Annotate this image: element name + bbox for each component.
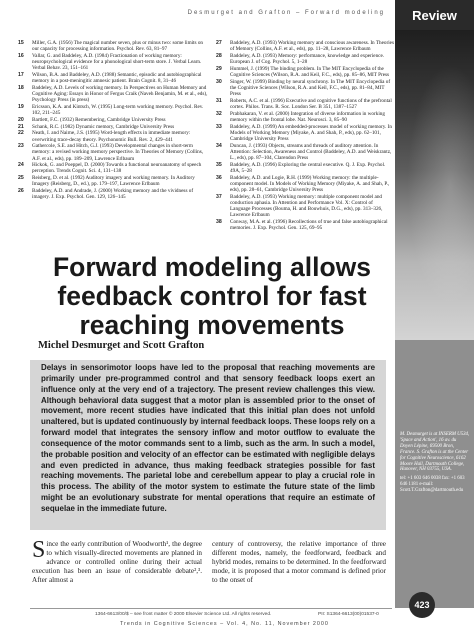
footer-rule <box>30 608 392 609</box>
reference-text: Baddeley, A.D. and Andrade, J. (2000) Working memory and the vividness of imagery. J. Exp. Psychol. Gen. 129, 126–145 <box>32 188 194 201</box>
author-photo <box>395 30 474 340</box>
reference-number: 18 <box>18 84 24 91</box>
reference-text: Bartlett, F.C. (1932) Remembering, Cambridge University Press <box>32 116 166 123</box>
reference-number: 36 <box>216 174 222 181</box>
reference-item <box>216 143 394 161</box>
reference-item <box>18 104 208 116</box>
reference-number: 32 <box>216 110 222 117</box>
reference-number: 16 <box>18 52 24 59</box>
abstract-box: Delays in sensorimotor loops have led to the proposal that reaching movements are primarily under pre-programmed control and that sensory feedback loops exert an influence only at the very end of a trajectory. The present review challenges this view. Although behavioral data suggest that a motor plan is assembled prior to the onset of movement, more recent studies have indicated that this initial plan does not unfold unaltered, but is updated continuously by internal feedback loops. These loops rely on a forward model that integrates the sensory inflow and motor outflow to evaluate the consequence of the motor commands sent to a limb, such as the arm. In such a model, the probable position and velocity of an effector can be estimated with negligible delays and even predicted in advance, thus making feedback strategies possible for fast reaching movements. The parietal lobe and cerebellum appear to play a crucial role in this process. The ability of the motor system to estimate the future state of the limb might be an evolutionary substrate for mental operations that require an estimate of sequelae in the immediate future. <box>30 360 386 530</box>
reference-number: 22 <box>18 130 24 137</box>
footer-pii: PII: S1364-6613(00)01537-0 <box>318 612 379 617</box>
reference-number: 19 <box>18 103 24 110</box>
reference-number: 33 <box>216 123 222 130</box>
reference-number: 17 <box>18 71 24 78</box>
contact-info: tel: +1 603 646 0038 fax: +1 603 646 1181 e-mail: Scott.T.Grafton@dartmouth.edu <box>400 476 465 494</box>
reference-text: Baddeley, A.D. Levels of working memory. In Perspectives on Human Memory and Cognitive Aging: Essays in Honor of Fergus Craik (Naveh Benjamin, M. et al., eds), Psychology Press (in press) <box>32 84 208 104</box>
reference-number: 30 <box>216 78 222 85</box>
article-authors: Michel Desmurget and Scott Grafton <box>38 340 205 351</box>
reference-item <box>18 188 208 200</box>
references-column-1 <box>18 40 208 201</box>
reference-number: 20 <box>18 116 24 123</box>
reference-item <box>18 53 208 71</box>
reference-item <box>216 53 394 65</box>
running-head: Desmurget and Grafton – Forward modeling <box>187 10 385 16</box>
footer-copyright: 1364-6613/00/$ – see front matter © 2000 Elsevier Science Ltd. All rights reserved. <box>95 612 272 617</box>
reference-item <box>216 111 394 123</box>
reference-number: 29 <box>216 65 222 72</box>
reference-number: 34 <box>216 142 222 149</box>
reference-text: Gathercole, S.E. and Hitch, G.J. (1993) Developmental changes in short-term memory: a revised working memory perspective. In Theories of Memory (Collins, A.F. et al., eds), pp. 189–209, Lawrence Erlbaum <box>32 143 204 162</box>
reference-item <box>18 130 208 142</box>
author-affiliation <box>400 432 470 494</box>
reference-number: 31 <box>216 97 222 104</box>
reference-number: 23 <box>18 143 24 150</box>
reference-item <box>18 143 208 161</box>
reference-item <box>18 72 208 84</box>
reference-item <box>18 162 208 174</box>
reference-item <box>216 219 394 231</box>
section-tab: Review <box>395 0 474 30</box>
reference-text: Hummel, J. (1999) The binding problem. In The MIT Encyclopedia of the Cognitive Sciences (Wilson, R.A. and Keil, F.C., eds), pp. 85–86, MIT Press <box>230 65 390 78</box>
reference-text: Reisberg, D. et al. (1992) Auditory imagery and working memory. In Auditory Imagery (Reisberg, D., ed.), pp. 179–197, Lawrence Erlbaum <box>32 175 195 188</box>
reference-number: 15 <box>18 40 24 46</box>
reference-item <box>18 40 208 52</box>
reference-text: Conway, M.A. et al. (1996) Recollections of true and false autobiographical memories. J. Exp. Psychol. Gen. 125, 69–95 <box>230 218 388 232</box>
reference-text: Miller, G.A. (1956) The magical number seven, plus or minus two: some limits on our capacity for processing information. Psychol. Rev. 63, 81–97 <box>32 40 204 53</box>
reference-number: 27 <box>216 40 222 46</box>
reference-number: 37 <box>216 193 222 200</box>
reference-item <box>216 40 394 52</box>
photo-shading <box>395 30 474 340</box>
body-text-1: ince the early contribution of Woodworth¹, the degree to which visually-directed movements are planned in advance or controlled online during their actual execution has been an issue of considerable debate²,³. After almost a <box>32 540 202 584</box>
article-title: Forward modeling allows feedback control for fast reaching movements <box>52 252 372 340</box>
reference-text: Baddeley, A.D. (1993) Working memory and conscious awareness. In Theories of Memory (Collins, A.F. et al., eds), pp. 11–28, Lawrence Erlbaum <box>230 40 395 53</box>
reference-text: Wilson, B.A. and Baddeley, A.D. (1988) Semantic, episodic and autobiographical memory in a post-meningitic amnesic patient. Brain Cognit. 8, 31–46 <box>32 71 202 85</box>
body-column-2: century of controversy, the relative importance of three different modes, namely, the feedforward, feedback and hybrid modes, remains to be determined. In the feedforward mode, it is proposed that a motor command is defined prior to the onset of <box>212 540 386 584</box>
reference-item <box>216 175 394 193</box>
reference-item <box>18 175 208 187</box>
reference-number: 25 <box>18 175 24 182</box>
reference-text: Roberts, A.C. et al. (1996) Executive and cognitive functions of the prefrontal cortex. Philos. Trans. R. Soc. London Ser. B 351, 1387–1527 <box>230 97 392 110</box>
drop-cap: S <box>32 537 46 563</box>
reference-text: Singer, W. (1999) Binding by neural synchrony. In The MIT Encyclopedia of the Cognitive Sciences (Wilson, R.A. and Keil, F.C., eds), pp. 81–84, MIT Press <box>230 78 391 98</box>
reference-item <box>216 162 394 174</box>
reference-number: 24 <box>18 162 24 169</box>
reference-item <box>216 124 394 142</box>
reference-text: Schank, R.C. (1982) Dynamic memory, Cambridge University Press <box>32 123 175 130</box>
reference-text: Ericsson, K.A. and Kintsch, W. (1995) Long-term working memory. Psychol. Rev. 102, 211–245 <box>32 103 204 117</box>
reference-text: Neath, I. and Nairne, J.S. (1995) Word-length effects in immediate memory: overwriting trace-decay theory. Psychonomic Bull. Rev. 2, 429–441 <box>32 130 191 143</box>
reference-text: Vallar, G. and Baddeley, A.D. (1984) Fractionation of working memory: neuropsychological evidence for a phonological short-term store. J. Verbal Learn. Verbal Behav. 23, 151–161 <box>32 52 202 72</box>
reference-text: Duncan, J. (1993) Objects, streams and threads of auditory attention. In Attention: Selection, Awareness and Control (Baddeley, A.D. and Weiskrantz, L., eds), pp. 87–104, Clarendon Press <box>230 142 392 161</box>
reference-text: Baddeley, A.D. (1993) Memory: performance, knowledge and experience. European J. of Cog. Psychol. 5, 1–28 <box>230 52 385 66</box>
reference-text: Baddeley, A.D. (1999) An embedded-processes model of working memory. In Models of Working Memory (Miyake, A. and Shah, P., eds), pp. 62–101, Cambridge University Press <box>230 123 392 142</box>
reference-number: 28 <box>216 52 222 59</box>
reference-item <box>216 194 394 219</box>
reference-number: 21 <box>18 123 24 130</box>
page-number: 423 <box>409 592 435 618</box>
reference-item <box>18 117 208 123</box>
reference-text: Prabhakaran, V. et al. (2000) Integration of diverse information in working memory within the frontal lobe. Nat. Neurosci. 3, 85–90 <box>230 110 385 123</box>
reference-text: Hickok, G. and Poeppel, D. (2000) Towards a functional neuroanatomy of speech perception. Trends Cognit. Sci. 4, 131–138 <box>32 162 202 175</box>
affiliation-text: M. Desmurget is at INSERM U534, 'Space and Action', 16 av. du Doyen Lépine, 69500 Bron, France. S. Grafton is at the Center for Cognitive Neuroscience, 6162 Moore Hall, Dartmouth College, Hanover, NH 03755, USA. <box>400 432 470 473</box>
references-column-2 <box>216 40 394 232</box>
reference-text: Baddeley, A.D. and Logie, R.H. (1999) Working memory: the multiple-component model. In Models of Working Memory (Miyake, A. and Shah, P., eds), pp. 28–61, Cambridge University Press <box>230 174 390 193</box>
reference-item <box>18 124 208 130</box>
reference-text: Baddeley, A.D. (1993) Working memory: multiple component model and conduction aphasia. In Attention and Performance Vol. X: Control of Language Processes (Bouma, H. and Bouwhuis, D.G., eds), pp. 313–326, Lawrence Erlbaum <box>230 193 383 219</box>
reference-number: 38 <box>216 218 222 225</box>
reference-item <box>216 79 394 97</box>
reference-number: 35 <box>216 161 222 168</box>
reference-item <box>18 85 208 103</box>
reference-number: 26 <box>18 188 24 195</box>
footer-journal: Trends in Cognitive Sciences – Vol. 4, No. 11, November 2000 <box>120 621 329 627</box>
reference-item <box>216 66 394 78</box>
reference-text: Baddeley, A.D. (1996) Exploring the central executive. Q. J. Exp. Psychol. 49A, 5–28 <box>230 161 386 174</box>
body-column-1 <box>32 537 202 585</box>
reference-item <box>216 98 394 110</box>
